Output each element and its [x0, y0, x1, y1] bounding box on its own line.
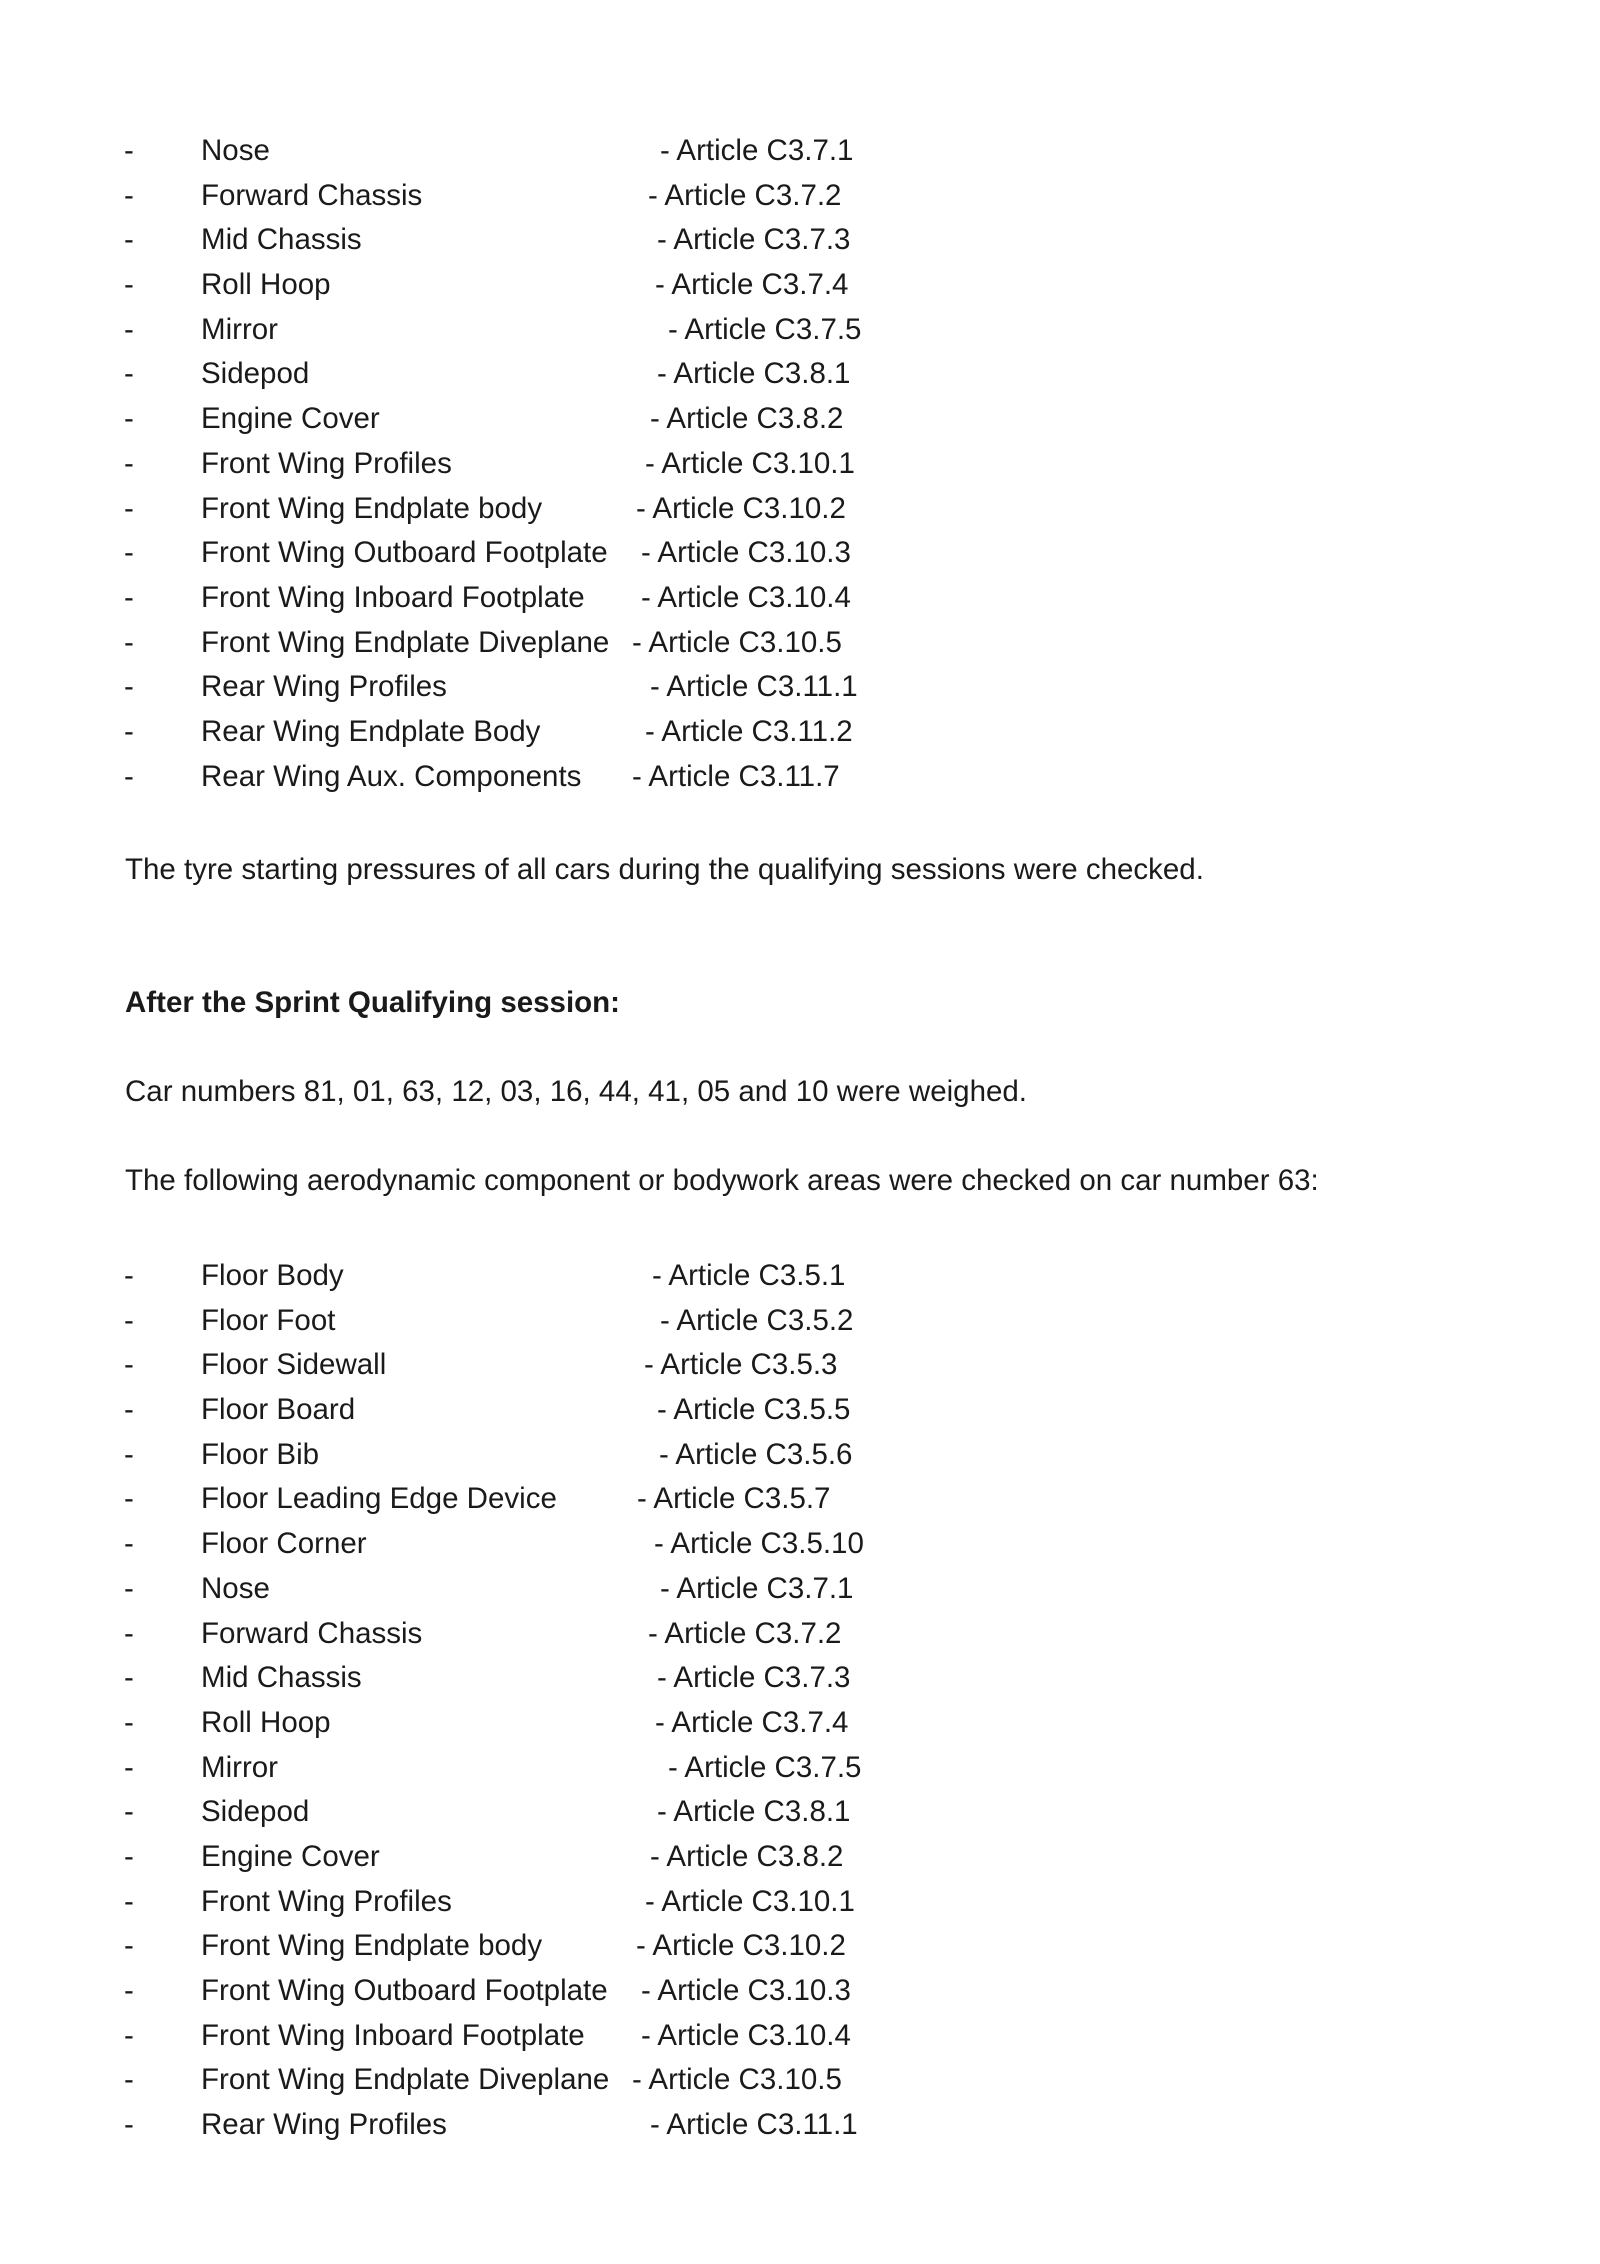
list-item — [0, 1746, 1600, 1791]
list-item — [0, 1612, 1600, 1657]
article-reference: - Article C3.11.2 — [645, 714, 853, 748]
component-name: Floor Sidewall — [201, 1348, 387, 1382]
component-name: Rear Wing Profiles — [201, 670, 447, 704]
list-item — [0, 1701, 1600, 1746]
list-dash: - — [124, 1929, 134, 1963]
list-dash: - — [124, 1571, 134, 1605]
component-name: Rear Wing Aux. Components — [201, 759, 582, 793]
list-dash: - — [124, 178, 134, 212]
list-dash: - — [124, 402, 134, 436]
component-name: Mid Chassis — [201, 1661, 362, 1695]
component-name: Front Wing Profiles — [201, 1884, 452, 1918]
article-reference: - Article C3.7.4 — [655, 1705, 849, 1739]
article-reference: - Article C3.7.3 — [657, 1661, 851, 1695]
list-item — [0, 621, 1600, 666]
component-name: Front Wing Endplate body — [201, 1929, 543, 1963]
article-reference: - Article C3.5.5 — [657, 1393, 851, 1427]
article-reference: - Article C3.7.3 — [657, 223, 851, 257]
component-name: Floor Bib — [201, 1437, 320, 1471]
component-name: Floor Body — [201, 1259, 344, 1292]
article-reference: - Article C3.7.2 — [648, 1616, 842, 1650]
list-item — [0, 755, 1600, 800]
article-reference: - Article C3.5.1 — [652, 1259, 846, 1292]
list-dash: - — [124, 1303, 134, 1337]
list-dash: - — [124, 491, 134, 525]
list-item — [0, 1880, 1600, 1925]
list-dash: - — [124, 714, 134, 748]
list-dash: - — [124, 759, 134, 793]
article-reference: - Article C3.10.4 — [641, 580, 851, 614]
component-name: Nose — [201, 134, 270, 167]
component-name: Roll Hoop — [201, 1705, 331, 1739]
list-dash: - — [124, 312, 134, 346]
list-dash: - — [124, 580, 134, 614]
list-dash: - — [124, 1393, 134, 1427]
list-dash: - — [124, 134, 134, 167]
list-item — [0, 1656, 1600, 1701]
list-dash: - — [124, 1437, 134, 1471]
component-name: Forward Chassis — [201, 178, 423, 212]
list-dash: - — [124, 670, 134, 704]
component-name: Floor Corner — [201, 1527, 367, 1561]
list-dash: - — [124, 1482, 134, 1516]
list-dash: - — [124, 223, 134, 257]
list-item — [0, 218, 1600, 263]
list-item — [0, 710, 1600, 755]
article-reference: - Article C3.10.5 — [632, 625, 842, 659]
article-reference: - Article C3.7.5 — [668, 1750, 862, 1784]
component-list-bottom — [0, 1254, 1600, 2148]
list-dash: - — [124, 1974, 134, 2007]
article-reference: - Article C3.7.5 — [668, 312, 862, 346]
component-name: Front Wing Profiles — [201, 446, 452, 480]
list-item — [0, 2058, 1600, 2103]
list-item — [0, 1969, 1600, 2014]
component-name: Mirror — [201, 1750, 279, 1784]
list-dash: - — [124, 1750, 134, 1784]
component-name: Engine Cover — [201, 1839, 380, 1873]
article-reference: - Article C3.5.2 — [660, 1303, 854, 1337]
component-name: Front Wing Endplate Diveplane — [201, 2063, 610, 2097]
article-reference: - Article C3.5.7 — [637, 1482, 831, 1516]
component-name: Floor Leading Edge Device — [201, 1482, 557, 1516]
article-reference: - Article C3.7.1 — [660, 134, 854, 167]
list-dash: - — [124, 625, 134, 659]
list-dash: - — [124, 1661, 134, 1695]
list-item — [0, 1254, 1600, 1299]
list-item — [0, 1924, 1600, 1969]
article-reference: - Article C3.10.3 — [641, 1974, 851, 2007]
tyre-pressure-paragraph: The tyre starting pressures of all cars during the qualifying sessions were checked. — [125, 853, 1204, 886]
list-item — [0, 397, 1600, 442]
article-reference: - Article C3.7.2 — [648, 178, 842, 212]
list-item — [0, 352, 1600, 397]
component-name: Front Wing Outboard Footplate — [201, 1974, 608, 2007]
list-item — [0, 174, 1600, 219]
list-item — [0, 263, 1600, 308]
component-name: Rear Wing Endplate Body — [201, 714, 541, 748]
component-name: Forward Chassis — [201, 1616, 423, 1650]
list-item — [0, 442, 1600, 487]
article-reference: - Article C3.7.4 — [655, 268, 849, 302]
list-dash: - — [124, 1527, 134, 1561]
list-item — [0, 1343, 1600, 1388]
list-dash: - — [124, 268, 134, 302]
list-item — [0, 1522, 1600, 1567]
list-item — [0, 1790, 1600, 1835]
article-reference: - Article C3.10.3 — [641, 536, 851, 570]
component-name: Front Wing Inboard Footplate — [201, 580, 585, 614]
component-name: Sidepod — [201, 1795, 310, 1829]
component-name: Mirror — [201, 312, 279, 346]
list-item — [0, 1835, 1600, 1880]
article-reference: - Article C3.7.1 — [660, 1571, 854, 1605]
list-dash: - — [124, 1839, 134, 1873]
component-name: Mid Chassis — [201, 223, 362, 257]
list-dash: - — [124, 1616, 134, 1650]
component-name: Floor Foot — [201, 1303, 336, 1337]
article-reference: - Article C3.5.6 — [659, 1437, 853, 1471]
article-reference: - Article C3.5.10 — [654, 1527, 864, 1561]
list-item — [0, 1433, 1600, 1478]
article-reference: - Article C3.11.1 — [650, 2108, 858, 2142]
list-dash: - — [124, 1348, 134, 1382]
list-item — [0, 487, 1600, 532]
list-item — [0, 665, 1600, 710]
article-reference: - Article C3.8.2 — [650, 1839, 844, 1873]
list-dash: - — [124, 2018, 134, 2052]
section-heading: After the Sprint Qualifying session: — [125, 986, 621, 1019]
list-dash: - — [124, 1705, 134, 1739]
component-name: Front Wing Outboard Footplate — [201, 536, 608, 570]
component-name: Engine Cover — [201, 402, 380, 436]
list-dash: - — [124, 536, 134, 570]
list-item — [0, 1567, 1600, 1612]
checked-areas-paragraph: The following aerodynamic component or bodywork areas were checked on car number 63: — [125, 1164, 1319, 1197]
list-dash: - — [124, 357, 134, 391]
component-name: Front Wing Endplate Diveplane — [201, 625, 610, 659]
article-reference: - Article C3.10.1 — [645, 1884, 855, 1918]
list-dash: - — [124, 1884, 134, 1918]
component-name: Nose — [201, 1571, 270, 1605]
list-dash: - — [124, 446, 134, 480]
article-reference: - Article C3.10.1 — [645, 446, 855, 480]
article-reference: - Article C3.11.1 — [650, 670, 858, 704]
article-reference: - Article C3.10.4 — [641, 2018, 851, 2052]
component-list-top — [0, 129, 1600, 799]
list-dash: - — [124, 1259, 134, 1292]
list-item — [0, 1388, 1600, 1433]
component-name: Front Wing Endplate body — [201, 491, 543, 525]
article-reference: - Article C3.10.2 — [636, 1929, 846, 1963]
component-name: Rear Wing Profiles — [201, 2108, 447, 2142]
list-item — [0, 308, 1600, 353]
list-dash: - — [124, 2063, 134, 2097]
list-dash: - — [124, 2108, 134, 2142]
list-item — [0, 1299, 1600, 1344]
list-dash: - — [124, 1795, 134, 1829]
article-reference: - Article C3.10.2 — [636, 491, 846, 525]
component-name: Roll Hoop — [201, 268, 331, 302]
article-reference: - Article C3.8.2 — [650, 402, 844, 436]
component-name: Sidepod — [201, 357, 310, 391]
article-reference: - Article C3.5.3 — [644, 1348, 838, 1382]
article-reference: - Article C3.8.1 — [657, 357, 851, 391]
list-item — [0, 2014, 1600, 2059]
list-item — [0, 576, 1600, 621]
list-item — [0, 129, 1600, 174]
list-item — [0, 2103, 1600, 2148]
article-reference: - Article C3.11.7 — [632, 759, 840, 793]
article-reference: - Article C3.8.1 — [657, 1795, 851, 1829]
component-name: Floor Board — [201, 1393, 356, 1427]
list-item — [0, 531, 1600, 576]
component-name: Front Wing Inboard Footplate — [201, 2018, 585, 2052]
weighed-cars-paragraph: Car numbers 81, 01, 63, 12, 03, 16, 44, 41, 05 and 10 were weighed. — [125, 1075, 1027, 1108]
list-item — [0, 1477, 1600, 1522]
article-reference: - Article C3.10.5 — [632, 2063, 842, 2097]
